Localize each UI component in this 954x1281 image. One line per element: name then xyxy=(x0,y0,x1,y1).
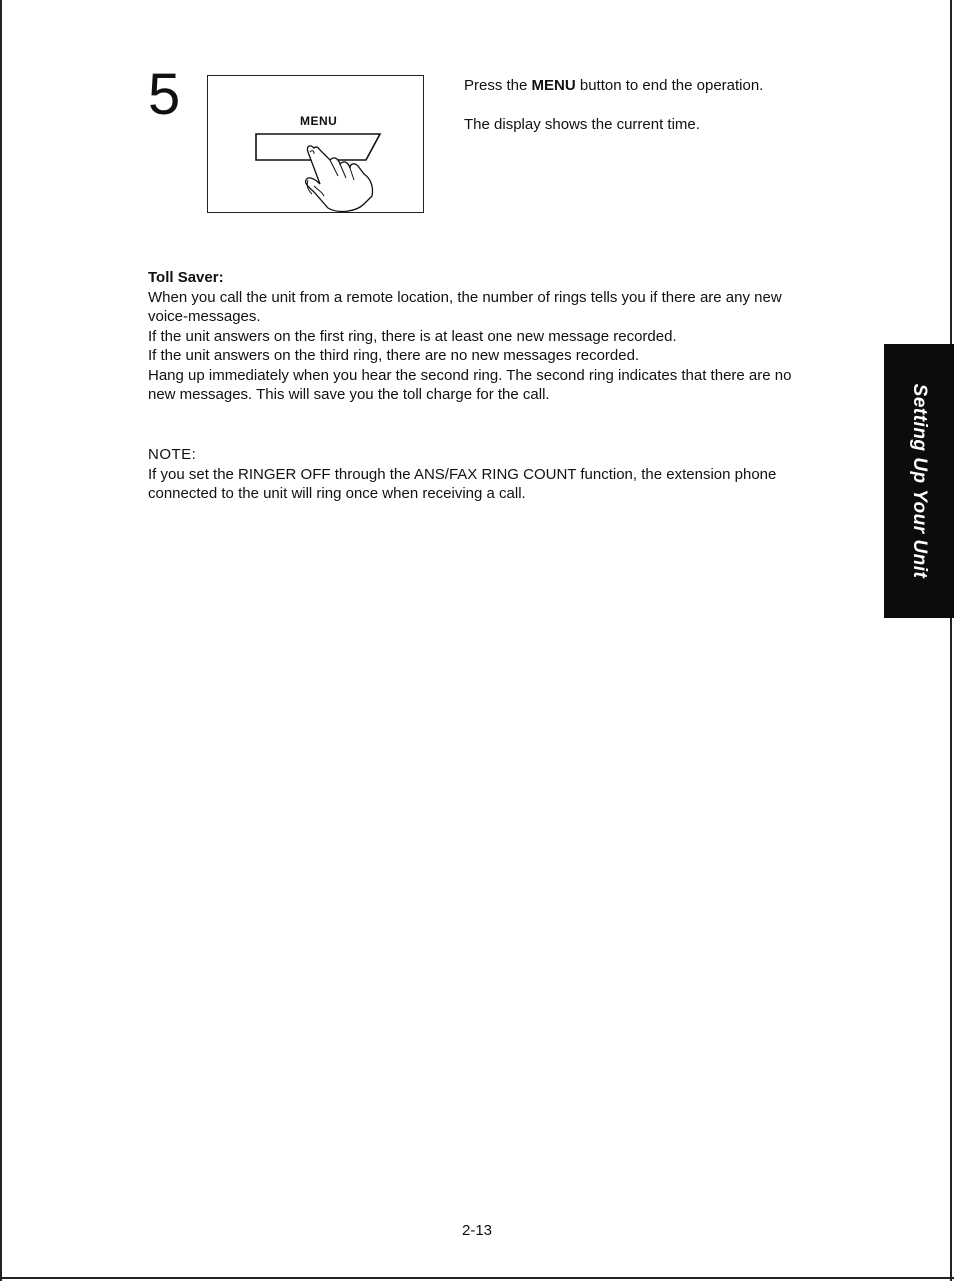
toll-saver-line: If the unit answers on the first ring, there is at least one new message recorded. xyxy=(148,327,677,345)
step-instructions xyxy=(464,76,934,154)
chapter-side-tab xyxy=(884,344,954,618)
display-note: The display shows the current time. xyxy=(464,116,700,133)
step-text-suffix: button to end the operation. xyxy=(575,77,764,94)
page-border-bottom xyxy=(0,1277,954,1279)
step-number: 5 xyxy=(148,62,181,127)
page-number: 2-13 xyxy=(461,1222,493,1239)
finger-pressing-button-icon xyxy=(248,126,388,216)
note-section xyxy=(148,445,858,504)
note-line: If you set the RINGER OFF through the ANS/FAX RING COUNT function, the extension phone xyxy=(148,465,777,483)
toll-saver-line: new messages. This will save you the toll charge for the call. xyxy=(148,386,550,403)
toll-saver-line: If the unit answers on the third ring, there are no new messages recorded. xyxy=(148,347,640,364)
toll-saver-line: Hang up immediately when you hear the second ring. The second ring indicates that there are no xyxy=(148,366,792,384)
menu-button-illustration xyxy=(207,75,424,213)
step-text-prefix: Press the xyxy=(464,77,532,94)
chapter-side-tab-label: Setting Up Your Unit xyxy=(909,383,930,579)
page-border-left xyxy=(0,0,2,1281)
toll-saver-line: voice-messages. xyxy=(148,308,261,325)
note-line: connected to the unit will ring once when receiving a call. xyxy=(148,485,526,502)
menu-keyword: MENU xyxy=(531,77,576,94)
toll-saver-line: When you call the unit from a remote location, the number of rings tells you if there are any new xyxy=(148,288,782,306)
menu-button-label: MENU xyxy=(300,114,338,128)
step-instruction-line xyxy=(464,76,934,96)
toll-saver-heading: Toll Saver: xyxy=(148,269,224,286)
toll-saver-section xyxy=(148,268,858,405)
note-heading: NOTE: xyxy=(148,446,197,463)
page-border-right xyxy=(950,0,952,1281)
